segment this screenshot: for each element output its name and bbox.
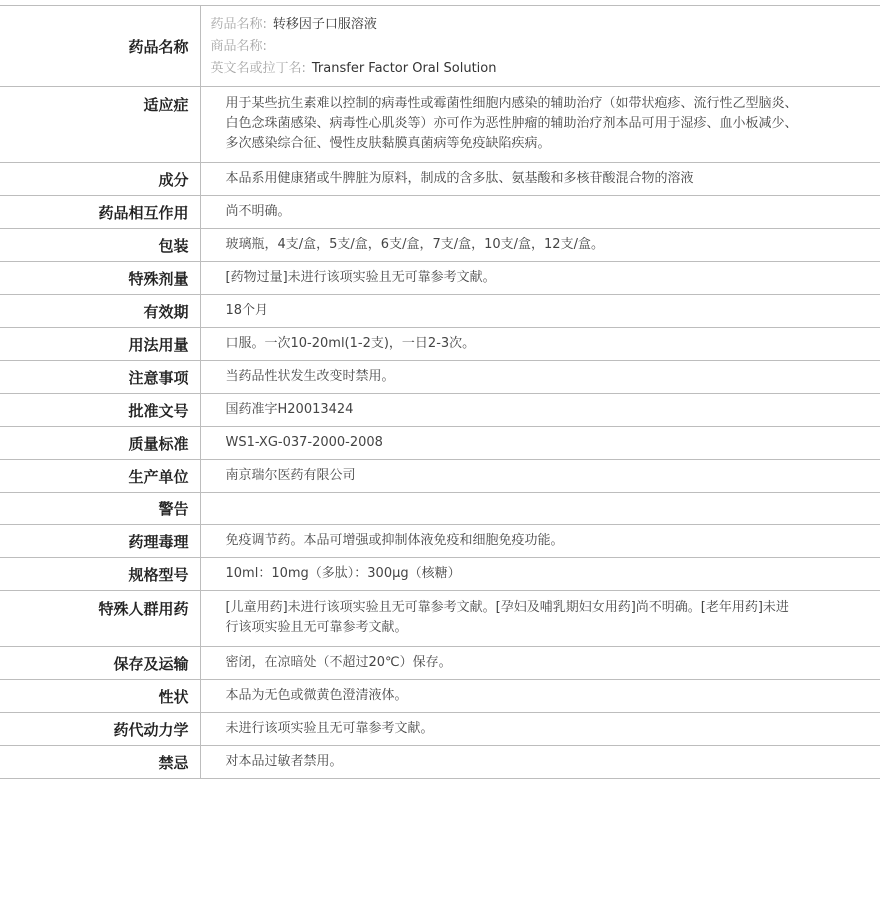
row-value: 当药品性状发生改变时禁用。 [200, 361, 880, 394]
row-key: 有效期 [0, 295, 200, 328]
english-name-line [211, 58, 871, 80]
row-value: [儿童用药]未进行该项实验且无可靠参考文献。[孕妇及哺乳期妇女用药]尚不明确。[老年用药]未进行该项实验且无可靠参考文献。 [200, 591, 880, 647]
english-name-value: Transfer Factor Oral Solution [311, 61, 497, 76]
info-row [0, 460, 880, 493]
row-key: 批准文号 [0, 394, 200, 427]
info-row [0, 680, 880, 713]
info-row [0, 525, 880, 558]
info-row [0, 647, 880, 680]
row-value: 本品系用健康猪或牛脾脏为原料，制成的含多肽、氨基酸和多核苷酸混合物的溶液 [200, 163, 880, 196]
info-row [0, 196, 880, 229]
row-value: 未进行该项实验且无可靠参考文献。 [200, 713, 880, 746]
row-key: 特殊剂量 [0, 262, 200, 295]
row-key: 特殊人群用药 [0, 591, 200, 647]
row-value: [药物过量]未进行该项实验且无可靠参考文献。 [200, 262, 880, 295]
row-key: 药代动力学 [0, 713, 200, 746]
info-row [0, 361, 880, 394]
row-key: 质量标准 [0, 427, 200, 460]
info-row [0, 713, 880, 746]
row-value: 密闭，在凉暗处（不超过20℃）保存。 [200, 647, 880, 680]
info-row [0, 746, 880, 779]
generic-name-line [211, 14, 871, 36]
drug-info-sheet [0, 5, 880, 779]
row-key: 保存及运输 [0, 647, 200, 680]
row-value: 国药准字H20013424 [200, 394, 880, 427]
info-row [0, 163, 880, 196]
row-key: 用法用量 [0, 328, 200, 361]
row-key: 生产单位 [0, 460, 200, 493]
info-row [0, 262, 880, 295]
row-value: 免疫调节药。本品可增强或抑制体液免疫和细胞免疫功能。 [200, 525, 880, 558]
row-key: 性状 [0, 680, 200, 713]
info-row [0, 427, 880, 460]
row-key: 成分 [0, 163, 200, 196]
info-row [0, 558, 880, 591]
row-value: 对本品过敏者禁用。 [200, 746, 880, 779]
row-value: 南京瑞尔医药有限公司 [200, 460, 880, 493]
row-value: 玻璃瓶，4支/盒，5支/盒，6支/盒，7支/盒，10支/盒，12支/盒。 [200, 229, 880, 262]
row-value: 用于某些抗生素难以控制的病毒性或霉菌性细胞内感染的辅助治疗（如带状疱疹、流行性乙型脑炎、白色念珠菌感染、病毒性心肌炎等）亦可作为恶性肿瘤的辅助治疗剂本品可用于湿疹、血小板减少、多次感染综合征、慢性皮肤黏膜真菌病等免疫缺陷疾病。 [200, 87, 880, 163]
row-key: 注意事项 [0, 361, 200, 394]
drug-info-table [0, 5, 880, 779]
info-row [0, 295, 880, 328]
trade-name-line [211, 36, 871, 58]
generic-name-value: 转移因子口服溶液 [272, 17, 377, 32]
row-value: 本品为无色或微黄色澄清液体。 [200, 680, 880, 713]
row-key: 药理毒理 [0, 525, 200, 558]
row-value: 18个月 [200, 295, 880, 328]
row-key: 禁忌 [0, 746, 200, 779]
row-key: 警告 [0, 493, 200, 525]
info-row [0, 591, 880, 647]
row-value: 10ml：10mg（多肽）：300μg（核糖） [200, 558, 880, 591]
info-row [0, 493, 880, 525]
row-value: WS1-XG-037-2000-2008 [200, 427, 880, 460]
row-value [200, 493, 880, 525]
generic-name-label: 药品名称: [210, 17, 267, 32]
row-key: 适应症 [0, 87, 200, 163]
info-row [0, 328, 880, 361]
info-row [0, 87, 880, 163]
row-key: 药品相互作用 [0, 196, 200, 229]
row-value [200, 6, 880, 87]
info-row [0, 394, 880, 427]
info-row [0, 229, 880, 262]
english-name-label: 英文名或拉丁名: [210, 61, 306, 76]
row-key: 规格型号 [0, 558, 200, 591]
row-value: 尚不明确。 [200, 196, 880, 229]
drug-name-row [0, 6, 880, 87]
row-key: 药品名称 [0, 6, 200, 87]
trade-name-label: 商品名称: [210, 39, 267, 54]
row-value: 口服。一次10-20ml(1-2支)，一日2-3次。 [200, 328, 880, 361]
row-key: 包装 [0, 229, 200, 262]
